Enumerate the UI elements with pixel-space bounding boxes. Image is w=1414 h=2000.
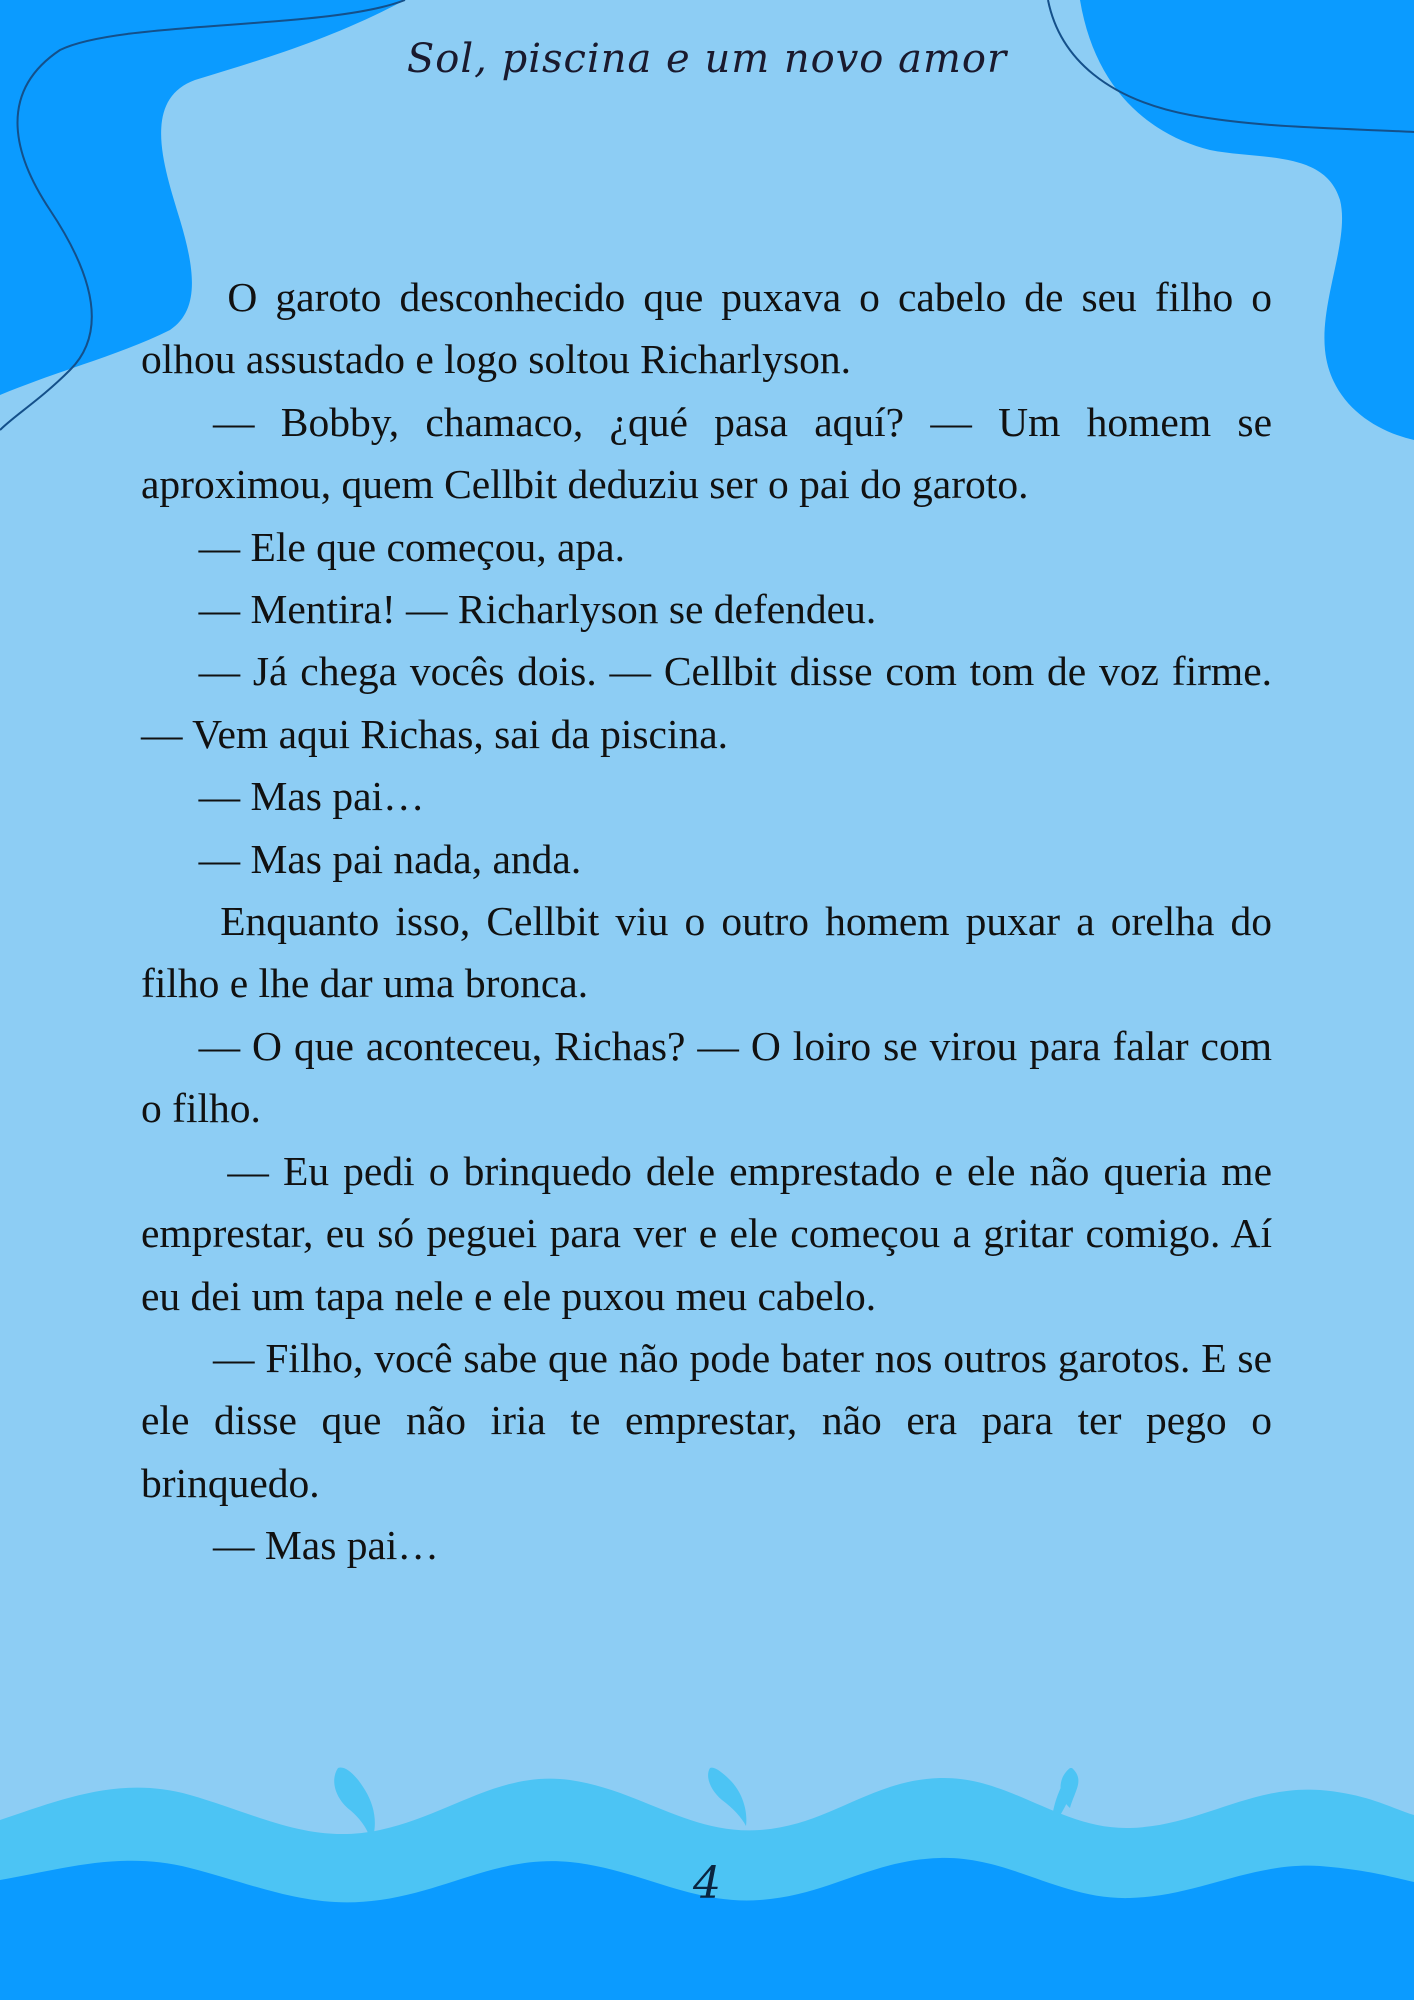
story-paragraph: O garoto desconhecido que puxava o cabelo de seu filho o olhou assustado e logo soltou Richarlyson. xyxy=(141,274,1272,383)
story-paragraph: — Mas pai… xyxy=(198,773,425,820)
running-header-title: Sol, piscina e um novo amor xyxy=(406,36,1008,82)
story-paragraph: — Filho, você sabe que não pode bater nos outros garotos. E se ele disse que não iria te emprestar, não era para ter pego o brinquedo. xyxy=(141,1334,1272,1506)
story-paragraph: — Eu pedi o brinquedo dele emprestado e ele não queria me emprestar, eu só peguei para ver e ele começou a gritar comigo. Aí eu dei um tapa nele e ele puxou meu cabelo. xyxy=(141,1147,1272,1319)
water-drop-3 xyxy=(708,1768,746,1826)
story-body-text xyxy=(141,266,1272,1577)
story-paragraph: — Ele que começou, apa. xyxy=(198,523,625,570)
story-paragraph: — Já chega vocês dois. — Cellbit disse com tom de voz firme. — Vem aqui Richas, sai da piscina. xyxy=(141,648,1272,757)
story-paragraph: — O que aconteceu, Richas? — O loiro se virou para falar com o filho. xyxy=(141,1022,1272,1132)
story-paragraph: — Mas pai… xyxy=(213,1522,439,1569)
story-paragraph: — Mas pai nada, anda. xyxy=(198,835,582,882)
page-number: 4 xyxy=(693,1858,721,1909)
story-paragraph: Enquanto isso, Cellbit viu o outro homem puxar a orelha do filho e lhe dar uma bronca. xyxy=(141,898,1272,1007)
story-paragraph: — Mentira! — Richarlyson se defendeu. xyxy=(198,586,877,633)
story-paragraph: — Bobby, chamaco, ¿qué pasa aquí? — Um homem se aproximou, quem Cellbit deduziu ser o pai do garoto. xyxy=(141,398,1272,508)
water-drop-2 xyxy=(334,1767,375,1845)
